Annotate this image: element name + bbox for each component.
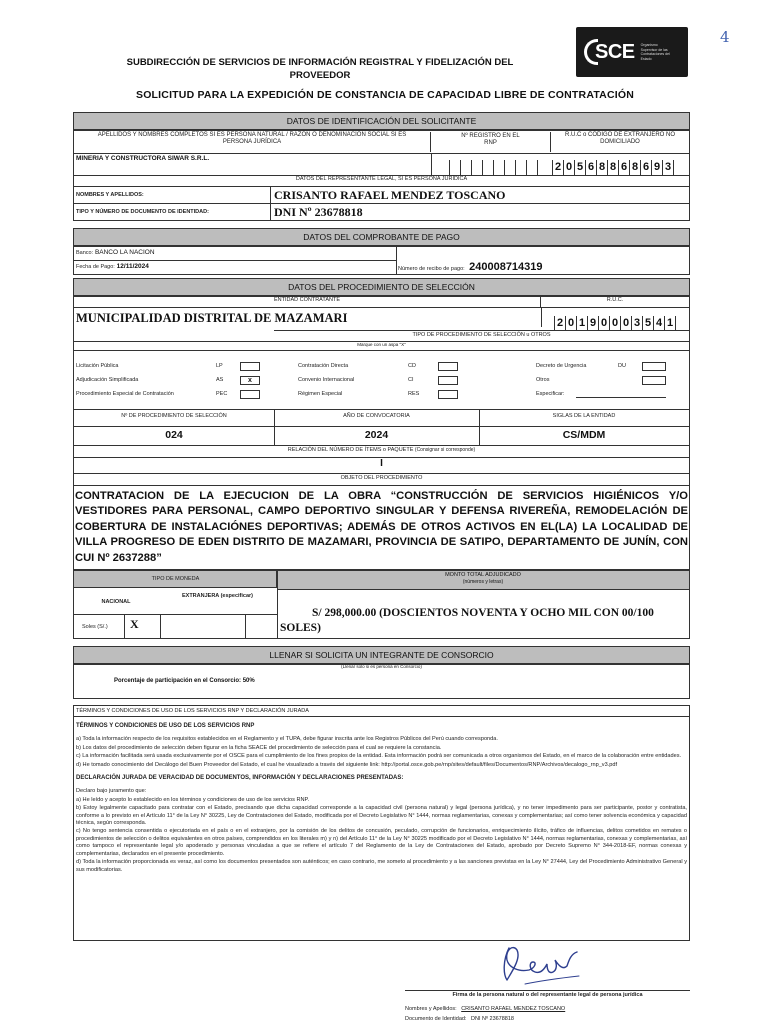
soles-mark: X: [130, 617, 139, 631]
ruc-digit: 3: [663, 160, 674, 175]
section-consorcio-title: LLENAR SI SOLICITA UN INTEGRANTE DE CONSORCIO: [73, 646, 690, 665]
tipo-label: Contratación Directa: [298, 363, 349, 369]
tipo-code: CD: [408, 363, 416, 369]
term-item: b) Los datos del procedimiento de selección deben figurar en la ficha SEACE del procedimiento de selección para el cual se requiere la constancia.: [76, 744, 442, 751]
consorcio-pct-row: [114, 678, 255, 684]
marque-note: Marque con un aspa "X": [357, 342, 406, 347]
ruc-digit: 8: [597, 160, 608, 175]
term-item: c) La información facilitada será usada exclusivamente por el OSCE para el cumplimiento de los fines propios de la entidad. Esta información podrá ser comunicada a otros organismos del Estado, en el marco de la colaboración entre entidades.: [76, 753, 682, 760]
recibo-value: 240008714319: [469, 261, 543, 273]
monto-header: [277, 572, 689, 586]
tipo-checkbox[interactable]: [438, 362, 458, 371]
term-intro: Declaro bajo juramento que:: [76, 788, 147, 795]
tipo-checkbox[interactable]: x: [240, 376, 260, 385]
term-item: c) No tengo sentencia consentida o ejecutoriada en el país o en el extranjero, por la comisión de los delitos de concusión, peculado, corrupción de funcionarios, enriquecimiento ilícito, tráfico de influencias, delitos cometidos en remates o procedimientos de selección o delitos equivalentes en otros países, comprendidos en los literales m) y n) del Artículo 11° de la Ley N° 30225 modificado por el Decreto Legislativo N° 1444, normas reglamentarias, conexas y complementarias, así como tampoco el representante legal y/o apoderado y personas vinculadas a que se refiere el artículo 7 del Reglamento de la Ley de Contrataciones del Estado, aprobado por Decreto Supremo N° 344-2018-EF, normas conexas y complementarias, declarados en el presente procedimiento.: [76, 828, 687, 857]
tipo-checkbox[interactable]: [642, 362, 666, 371]
monto-value: S/ 298,000.00 (DOSCIENTOS NOVENTA Y OCHO MIL CON 00/100 SOLES): [280, 607, 654, 634]
consorcio-box: [73, 663, 690, 699]
rep-name: CRISANTO RAFAEL MENDEZ TOSCANO: [274, 188, 506, 202]
items-note: (Consignar si corresponde): [414, 447, 476, 453]
ruc-digit: 1: [665, 316, 676, 331]
recibo-label: Número de recibo de pago:: [398, 266, 465, 272]
especificar-field[interactable]: [576, 390, 666, 398]
tipo-checkbox[interactable]: [438, 390, 458, 399]
tipo-code: DU: [618, 363, 626, 369]
fecha-label: Fecha de Pago:: [76, 264, 115, 270]
tipo-label: Licitación Pública: [76, 363, 119, 369]
ruc-digit: 5: [643, 316, 654, 331]
tipo-label: Decreto de Urgencia: [536, 363, 587, 369]
rep-doc-label: TIPO Y NÚMERO DE DOCUMENTO DE IDENTIDAD:: [76, 209, 209, 215]
firma-doc-label: Documento de Identidad:: [405, 1016, 467, 1022]
ruc-digit: 6: [641, 160, 652, 175]
firma-caption: Firma de la persona natural o del representante legal de persona jurídica: [452, 992, 643, 998]
tipo-checkbox[interactable]: [240, 362, 260, 371]
section-pago-title: DATOS DEL COMPROBANTE DE PAGO: [73, 228, 690, 247]
ruc-digit: 8: [608, 160, 619, 175]
terminos-sub2: DECLARACIÓN JURADA DE VERACIDAD DE DOCUMENTOS, INFORMACIÓN Y DECLARACIONES PRESENTADAS:: [76, 775, 404, 782]
rep-name-label: NOMBRES Y APELLIDOS:: [76, 192, 144, 198]
moneda-box: [73, 570, 690, 639]
tipo-code: RES: [408, 391, 420, 397]
anio-label: AÑO DE CONVOCATORIA: [343, 413, 410, 419]
tipo-code: AS: [216, 377, 224, 383]
tipo-label: Especificar:: [536, 391, 565, 397]
solicitante-box: [73, 129, 690, 221]
term-item: b) Estoy legalmente capacitado para contratar con el Estado, precisando que dicha capacidad corresponde a la capacidad civil (persona natural) y legal (persona jurídica), y no tener impedimento para ser participante, postor y contratista, conforme a lo previsto en el Artículo 11° de la Ley N° 30225, Ley de Contrataciones del Estado, modificada por el Decreto Legislativo N° 1444, normas reglamentarias, conexas y complementarias; así como tener solvencia económica y capacidad técnica, según corresponda.: [76, 805, 687, 827]
ruc-digit: 5: [575, 160, 586, 175]
extranjera-label: EXTRANJERA (especificar): [181, 593, 253, 599]
rep-doc: DNI Nº 23678818: [274, 205, 363, 219]
tipo-label: Procedimiento Especial de Contratación: [76, 391, 174, 397]
firma-doc-row: [405, 1016, 514, 1022]
form-title: SOLICITUD PARA LA EXPEDICIÓN DE CONSTANCIA DE CAPACIDAD LIBRE DE CONTRATACIÓN: [135, 89, 634, 101]
monto-label: MONTO TOTAL ADJUDICADO: [445, 572, 521, 578]
tipo-title: TIPO DE PROCEDIMIENTO DE SELECCIÓN u OTROS: [412, 332, 551, 338]
objeto-label: OBJETO DEL PROCEDIMIENTO: [340, 475, 423, 481]
firma-doc: DNI Nº 23678818: [471, 1016, 514, 1022]
nacional-label: NACIONAL: [101, 599, 131, 605]
entidad-ruc: [554, 316, 676, 330]
tipo-label: Régimen Especial: [298, 391, 343, 397]
ruc-digit: 0: [564, 160, 575, 175]
tipo-label: Convenio Internacional: [298, 377, 355, 383]
section-procedimiento-title: DATOS DEL PROCEDIMIENTO DE SELECCIÓN: [73, 278, 690, 297]
ruc-digit: 6: [619, 160, 630, 175]
ruc-digit: 9: [588, 316, 599, 331]
tipo-code: PEC: [216, 391, 228, 397]
consorcio-pct: 50%: [242, 678, 255, 684]
solicitante-name: MINERIA Y CONSTRUCTORA SIWAR S.R.L.: [76, 155, 210, 162]
tipo-code: CI: [408, 377, 414, 383]
banco-value: BANCO LA NACION: [94, 249, 155, 256]
logo-text: SCE: [595, 40, 635, 63]
page-number: 4: [720, 28, 730, 46]
banco-label: Banco:: [76, 250, 94, 256]
ruc-digit: 3: [632, 316, 643, 331]
ruc-digit: 4: [654, 316, 665, 331]
term-item: a) Toda la información respecto de los requisitos establecidos en el Reglamento y el TUPA, debe figurar inscrita ante los Registros Públicos del Perú cuando corresponda.: [76, 736, 498, 743]
ruc-digit: 0: [566, 316, 577, 331]
ruc-digit: 0: [621, 316, 632, 331]
firma-nombre: CRISANTO RAFAEL MENDEZ TOSCANO: [461, 1006, 566, 1012]
terminos-title: TÉRMINOS Y CONDICIONES DE USO DE LOS SERVICIOS RNP Y DECLARACIÓN JURADA: [74, 706, 689, 717]
ruc-digit: 2: [555, 316, 566, 331]
tipo-checkbox[interactable]: [642, 376, 666, 385]
procedimiento-box: [73, 295, 690, 570]
rnp-cells: [449, 160, 538, 175]
entidad-name: MUNICIPALIDAD DISTRITAL DE MAZAMARI: [76, 311, 348, 325]
section-solicitante-title: DATOS DE IDENTIFICACIÓN DEL SOLICITANTE: [73, 112, 690, 131]
tipos-col1: [76, 359, 276, 401]
tipo-code: LP: [216, 363, 223, 369]
term-item: d) Toda la información proporcionada es veraz, así como los documentos presentados son auténticos; en caso contrario, me someto al procedimiento y a las sanciones previstas en la Ley N° 27444, Ley del Procedimiento Administrativo General y sus modificatorias.: [76, 859, 687, 873]
col-name-label: APELLIDOS Y NOMBRES COMPLETOS SI ES PERSONA NATURAL / RAZÓN O DENOMINACIÓN SOCIAL SI ES PERSONA JURÍDICA: [74, 132, 431, 152]
soles-label: Soles (S/.): [82, 624, 108, 630]
fecha-value: 12/11/2024: [116, 263, 149, 270]
ruc-digit: 6: [586, 160, 597, 175]
terminos-sub1: TÉRMINOS Y CONDICIONES DE USO DE LOS SERVICIOS RNP: [76, 723, 255, 729]
header-line1: SUBDIRECCIÓN DE SERVICIOS DE INFORMACIÓN REGISTRAL Y FIDELIZACIÓN DEL: [126, 57, 514, 68]
fecha-row: [76, 263, 149, 270]
siglas-label: SIGLAS DE LA ENTIDAD: [552, 413, 616, 419]
recibo-row: [398, 257, 543, 275]
pago-box: [73, 245, 690, 275]
term-item: d) He tomado conocimiento del Decálogo del Buen Proveedor del Estado, el cual he visualizado a través del siguiente link: http://portal.osce.gob.pe/rnp/sites/default/files/Documentos/RNP/Archivos/decalogo_rnp_v3.pdf: [76, 761, 618, 768]
siglas-value: CS/MDM: [562, 429, 606, 441]
anio-value: 2024: [364, 429, 389, 441]
ruc-digit: 0: [610, 316, 621, 331]
signature-image: [495, 940, 585, 990]
firma-nombre-label: Nombres y Apellidos:: [405, 1006, 457, 1012]
items-value: I: [380, 458, 383, 469]
tipo-label: Adjudicación Simplificada: [76, 377, 139, 383]
tipo-label: Otros: [536, 377, 550, 383]
solicitante-ruc: [552, 160, 674, 175]
col-reg-label: Nº REGISTRO EN EL RNP: [431, 132, 551, 152]
monto-note: (números y letras): [462, 579, 504, 585]
tipo-checkbox[interactable]: [240, 390, 260, 399]
consorcio-pct-label: Porcentaje de participación en el Consorcio:: [114, 678, 242, 684]
osce-logo: [576, 27, 688, 77]
rep-title: DATOS DEL REPRESENTANTE LEGAL, SI ES PERSONA JURÍDICA: [295, 176, 468, 182]
num-label: Nº DE PROCEDIMIENTO DE SELECCIÓN: [121, 413, 227, 419]
num-value: 024: [165, 429, 183, 441]
consorcio-note: (Llenar solo si es persona en Consorcio): [341, 664, 422, 669]
tipos-col3: [536, 359, 686, 401]
col-ruc-label: R.U.C o CÓDIGO DE EXTRANJERO NO DOMICILIADO: [564, 132, 675, 145]
terminos-box: [73, 705, 690, 941]
moneda-tipo-label: TIPO DE MONEDA: [151, 576, 200, 582]
term-item: a) He leído y acepto lo establecido en los términos y condiciones de uso de los servicios RNP.: [76, 796, 310, 803]
ruc-digit: 2: [553, 160, 564, 175]
items-label-row: [74, 447, 689, 453]
logo-caption: Organismo Supervisor de las Contrataciones del Estado: [640, 43, 670, 61]
banco-row: [76, 249, 155, 256]
entidad-label: ENTIDAD CONTRATANTE: [74, 297, 541, 307]
ruc-digit: 0: [599, 316, 610, 331]
ruc-digit: 8: [630, 160, 641, 175]
tipo-checkbox[interactable]: [438, 376, 458, 385]
tipos-col2: [298, 359, 498, 401]
firma-nombre-row: [405, 1006, 565, 1012]
ruc-digit: 9: [652, 160, 663, 175]
header-subdirection: [100, 56, 540, 82]
objeto-text: CONTRATACION DE LA EJECUCION DE LA OBRA “CONSTRUCCIÓN DE SERVICIOS HIGIÉNICOS Y/O VESTIDORES PARA PERSONAL, CAMPO DEPORTIVO SINGULAR Y DEFENSA RIVEREÑA, REMODELACIÓN DE COBERTURA DE INSTALACIÓNES DEPORTIVAS; ADEMÁS DE OTROS ACTIVOS EN EL(LA) LA LOCALIDAD DE VILLA PROGRESO DE EDEN DISTRITO DE MAZAMARI, PROVINCIA DE SATIPO, DEPARTAMENTO DE JUNÍN, CON CUI Nº 2637288”: [75, 490, 688, 564]
header-line2: PROVEEDOR: [289, 70, 351, 81]
ruc-label: R.U.C.: [606, 297, 624, 303]
ruc-digit: 1: [577, 316, 588, 331]
items-label: RELACIÓN DEL NÚMERO DE ÍTEMS o PAQUETE: [287, 447, 414, 453]
